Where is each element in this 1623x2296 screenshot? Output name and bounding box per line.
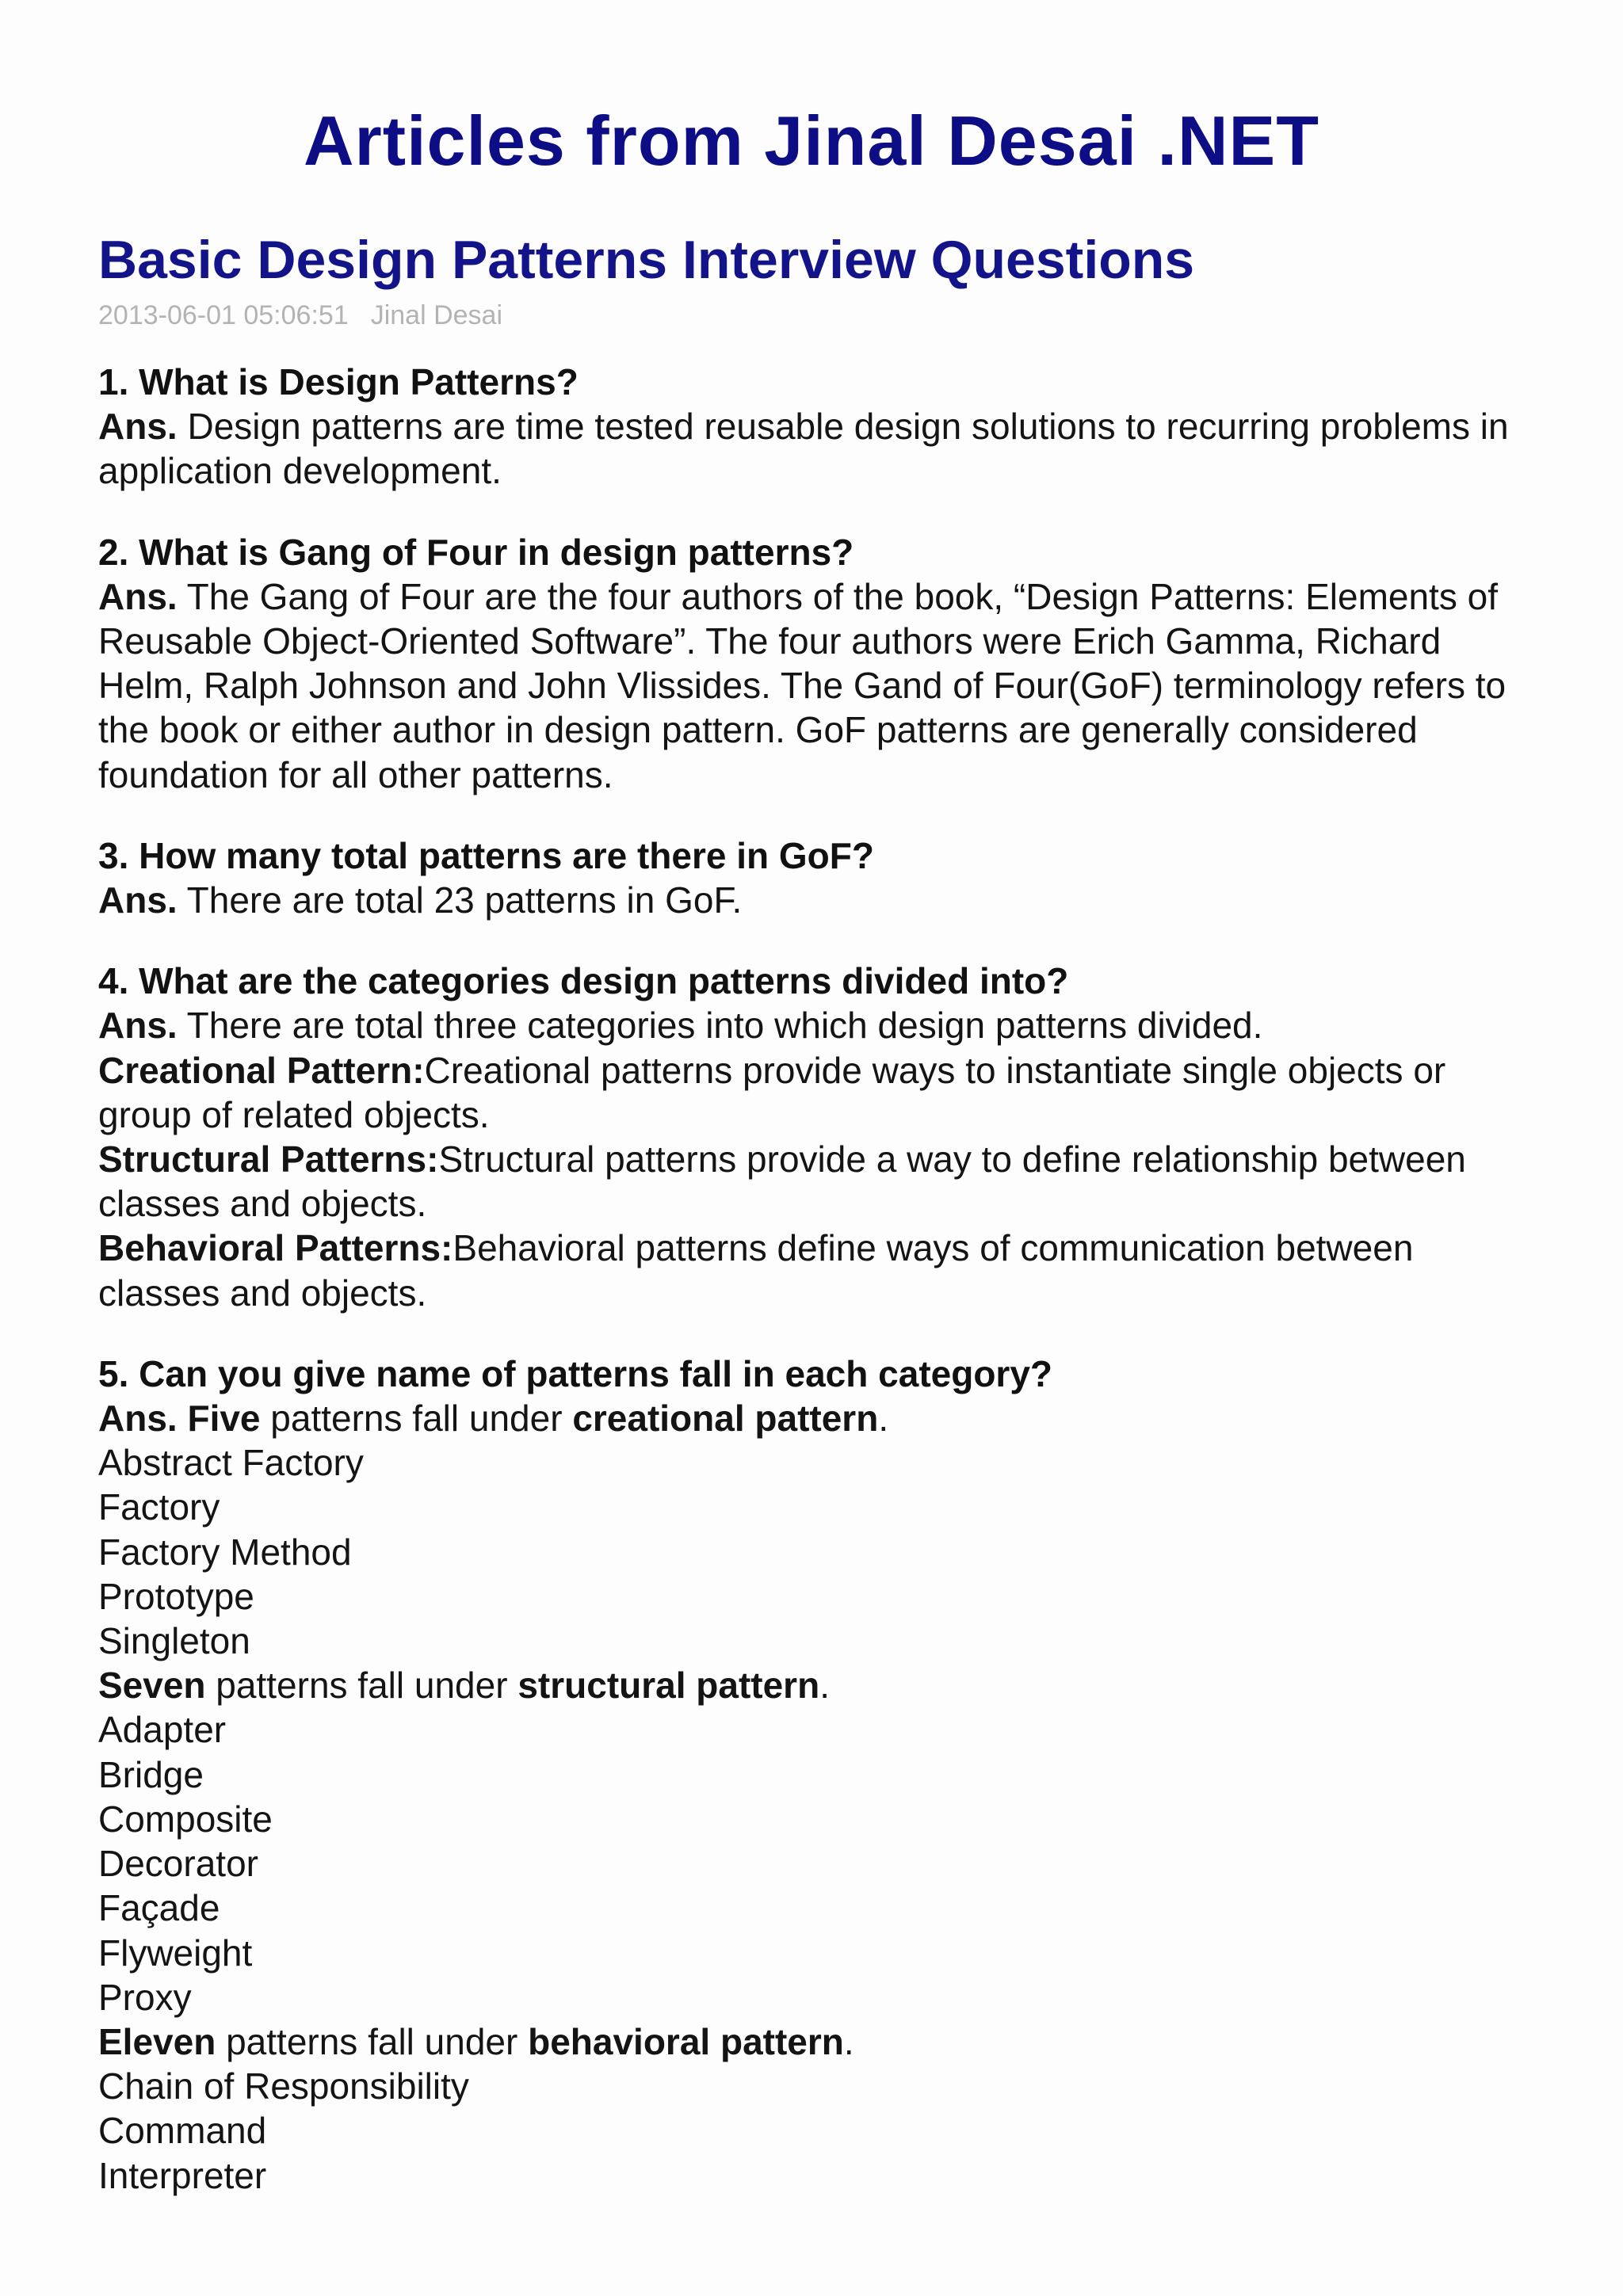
category-text: Behavioral patterns define ways of communication between classes and objects. <box>98 1227 1414 1314</box>
qa-item-2 <box>98 530 1525 797</box>
answer-text: Design patterns are time tested reusable design solutions to recurring problems in application development. <box>98 406 1509 492</box>
pattern-item: Factory Method <box>98 1531 352 1573</box>
pattern-item: Flyweight <box>98 1932 253 1974</box>
group-category: behavioral pattern <box>528 2020 844 2062</box>
question-5: 5. Can you give name of patterns fall in each category? <box>98 1352 1052 1394</box>
qa-item-5 <box>98 1352 1525 2198</box>
question-2: 2. What is Gang of Four in design patterns? <box>98 531 854 573</box>
group-behavioral-intro <box>98 2019 1525 2064</box>
group-end: . <box>843 2020 854 2062</box>
category-text: Creational patterns provide ways to instantiate single objects or group of related objects. <box>98 1049 1446 1135</box>
site-title: Articles from Jinal Desai .NET <box>304 101 1319 180</box>
group-category: creational pattern <box>572 1398 879 1440</box>
ans-label: Ans. <box>98 1398 178 1440</box>
group-structural-intro <box>98 1663 1525 1707</box>
pattern-item: Abstract Factory <box>98 1442 364 1484</box>
pattern-item: Proxy <box>98 1976 192 2018</box>
ans-label: Ans. <box>98 1005 178 1047</box>
article-content <box>98 360 1525 2198</box>
question-4: 4. What are the categories design patterns divided into? <box>98 960 1069 1002</box>
pattern-item: Adapter <box>98 1709 227 1751</box>
qa-item-3 <box>98 833 1525 922</box>
category-label: Creational Pattern: <box>98 1049 425 1091</box>
pattern-item: Singleton <box>98 1620 250 1662</box>
category-creational <box>98 1048 1525 1137</box>
group-end: . <box>819 1665 830 1707</box>
group-category: structural pattern <box>517 1665 820 1707</box>
article-meta <box>98 298 1525 333</box>
qa-item-1 <box>98 360 1525 494</box>
article-date: 2013-06-01 05:06:51 <box>98 300 349 330</box>
group-mid: patterns fall under <box>260 1398 573 1440</box>
category-text: Structural patterns provide a way to define relationship between classes and objects. <box>98 1138 1466 1225</box>
pattern-item: Façade <box>98 1887 220 1929</box>
ans-label: Ans. <box>98 406 178 448</box>
pattern-item: Command <box>98 2110 267 2152</box>
group-mid: patterns fall under <box>216 2020 529 2062</box>
answer-2 <box>98 574 1525 797</box>
pattern-item: Bridge <box>98 1753 204 1795</box>
qa-item-4 <box>98 959 1525 1315</box>
pattern-item: Chain of Responsibility <box>98 2065 469 2107</box>
group-creational-intro <box>98 1396 1525 1440</box>
pattern-item: Factory <box>98 1486 220 1528</box>
answer-text: There are total three categories into which design patterns divided. <box>177 1005 1263 1047</box>
question-3: 3. How many total patterns are there in GoF? <box>98 834 874 876</box>
article-author: Jinal Desai <box>370 300 503 330</box>
answer-3 <box>98 878 1525 922</box>
answer-text: The Gang of Four are the four authors of the book, “Design Patterns: Elements of Reusable Object-Oriented Software”. The four authors were Erich Gamma, Richard Helm, Ralph Johnson and John Vlissides. The Gand of Four(GoF) terminology refers to the book or either author in design pattern. GoF patterns are generally considered foundation for all other patterns. <box>98 575 1507 795</box>
question-1: 1. What is Design Patterns? <box>98 361 579 402</box>
group-count: Eleven <box>98 2020 216 2062</box>
pattern-item: Composite <box>98 1798 273 1840</box>
ans-label: Ans. <box>98 879 178 921</box>
answer-4 <box>98 1003 1525 1047</box>
category-behavioral <box>98 1226 1525 1314</box>
category-structural <box>98 1137 1525 1226</box>
article-title: Basic Design Patterns Interview Questions <box>98 230 1195 290</box>
group-count: Seven <box>98 1665 206 1707</box>
group-count: Five <box>187 1398 261 1440</box>
group-mid: patterns fall under <box>205 1665 518 1707</box>
answer-1 <box>98 404 1525 493</box>
group-end: . <box>878 1398 889 1440</box>
pattern-item: Prototype <box>98 1575 254 1617</box>
pattern-item: Decorator <box>98 1843 258 1885</box>
ans-label: Ans. <box>98 575 178 617</box>
pattern-item: Interpreter <box>98 2154 267 2196</box>
category-label: Behavioral Patterns: <box>98 1227 453 1269</box>
category-label: Structural Patterns: <box>98 1138 439 1180</box>
answer-text: There are total 23 patterns in GoF. <box>177 879 743 921</box>
